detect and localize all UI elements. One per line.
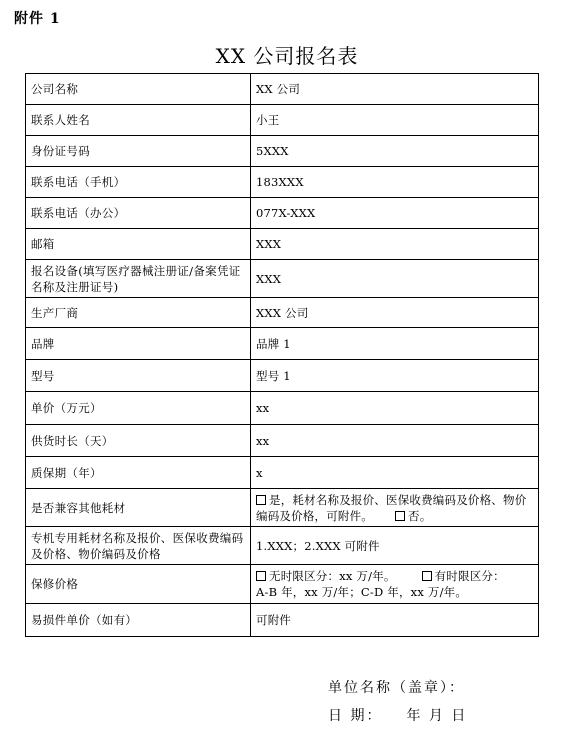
field-value: 5XXX	[251, 136, 539, 167]
limited-checkbox[interactable]	[422, 571, 432, 581]
table-row	[26, 229, 539, 260]
table-row	[26, 298, 539, 328]
field-label: 专机专用耗材名称及报价、医保收费编码及价格、物价编码及价格	[26, 527, 251, 565]
field-value: 型号 1	[251, 360, 539, 392]
field-label: 公司名称	[26, 74, 251, 105]
table-row	[26, 136, 539, 167]
field-label: 生产厂商	[26, 298, 251, 328]
field-value: 183XXX	[251, 167, 539, 198]
no-checkbox[interactable]	[395, 511, 405, 521]
yes-option-label: 是，耗材名称及报价、医保收费编码及价格、物价编码及价格，可附件。	[256, 492, 527, 523]
date-value: 年 月 日	[406, 708, 468, 724]
table-row	[26, 167, 539, 198]
field-value: XXX 公司	[251, 298, 539, 328]
field-label: 联系人姓名	[26, 105, 251, 136]
compatibility-options	[251, 489, 539, 527]
table-row	[26, 489, 539, 527]
field-value: XXX	[251, 229, 539, 260]
registration-form-table	[25, 73, 539, 637]
field-label: 易损件单价（如有）	[26, 604, 251, 637]
table-row	[26, 392, 539, 425]
field-label: 联系电话（手机）	[26, 167, 251, 198]
unlimited-option-label: 无时限区分：xx 万/年。	[269, 569, 396, 583]
form-title: XX 公司报名表	[215, 44, 359, 68]
field-label: 保修价格	[26, 565, 251, 604]
limited-option-label: 有时限区分：	[434, 569, 505, 583]
unlimited-checkbox[interactable]	[256, 571, 266, 581]
field-value: XX 公司	[251, 74, 539, 105]
date-label: 日 期：	[328, 708, 383, 724]
table-row	[26, 105, 539, 136]
unit-name-stamp-label: 单位名称（盖章）：	[328, 680, 465, 696]
field-label: 是否兼容其他耗材	[26, 489, 251, 527]
field-value: 可附件	[251, 604, 539, 637]
field-value: 小王	[251, 105, 539, 136]
field-label: 质保期（年）	[26, 457, 251, 489]
limited-option-detail: A-B 年，xx 万/年；C-D 年，xx 万/年。	[256, 585, 468, 599]
field-value: 077X-XXX	[251, 198, 539, 229]
field-label: 联系电话（办公）	[26, 198, 251, 229]
field-label: 报名设备(填写医疗器械注册证/备案凭证名称及注册证号)	[26, 260, 251, 298]
table-row	[26, 360, 539, 392]
field-value: x	[251, 457, 539, 489]
table-row	[26, 260, 539, 298]
field-label: 邮箱	[26, 229, 251, 260]
field-label: 品牌	[26, 328, 251, 360]
table-row	[26, 527, 539, 565]
field-label: 型号	[26, 360, 251, 392]
no-option-label: 否。	[408, 508, 432, 523]
table-row	[26, 604, 539, 637]
warranty-options	[251, 565, 539, 604]
yes-checkbox[interactable]	[256, 495, 266, 505]
table-row	[26, 457, 539, 489]
table-row	[26, 425, 539, 457]
date-line	[328, 705, 467, 725]
table-row	[26, 74, 539, 105]
field-value: XXX	[251, 260, 539, 298]
field-label: 单价（万元）	[26, 392, 251, 425]
field-label: 供货时长（天）	[26, 425, 251, 457]
attachment-label: 附件 1	[14, 11, 61, 27]
table-row	[26, 565, 539, 604]
table-row	[26, 328, 539, 360]
field-value: xx	[251, 425, 539, 457]
table-row	[26, 198, 539, 229]
field-value: 1.XXX；2.XXX 可附件	[251, 527, 539, 565]
field-value: xx	[251, 392, 539, 425]
field-value: 品牌 1	[251, 328, 539, 360]
field-label: 身份证号码	[26, 136, 251, 167]
